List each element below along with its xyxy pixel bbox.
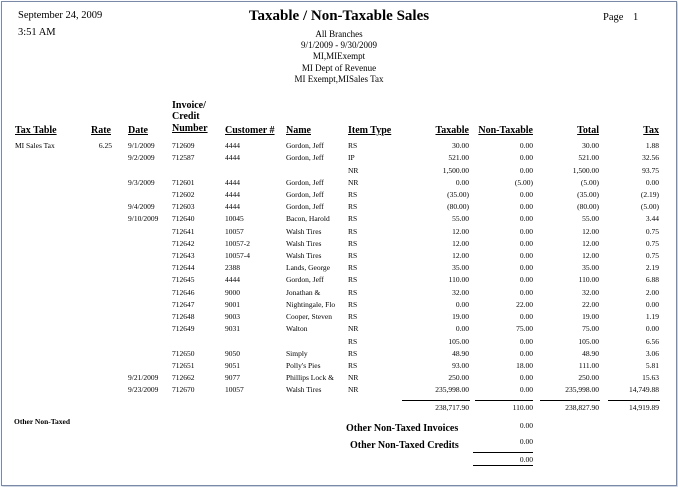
other-invoices-label: Other Non-Taxed Invoices (346, 423, 459, 434)
cell-customer: 9001 (225, 300, 240, 309)
cell-non-taxable: 0.00 (519, 153, 533, 162)
cell-non-taxable: 0.00 (519, 166, 533, 175)
cell-date: 9/1/2009 (128, 141, 155, 150)
cell-name: Bacon, Harold (286, 214, 330, 223)
cell-tax: 0.75 (645, 239, 659, 248)
cell-customer: 10057 (225, 385, 244, 394)
cell-total: 22.00 (582, 300, 599, 309)
cell-non-taxable: (5.00) (514, 178, 533, 187)
cell-item-type: RS (348, 361, 358, 370)
cell-total: 12.00 (582, 227, 599, 236)
cell-total: 55.00 (582, 214, 599, 223)
cell-item-type: NR (348, 324, 359, 333)
cell-total: 12.00 (582, 251, 599, 260)
cell-total: 35.00 (582, 263, 599, 272)
cell-name: Gordon, Jeff (286, 153, 324, 162)
page-number: 1 (633, 12, 639, 23)
col-tax-table: Tax Table (15, 125, 57, 136)
cell-name: Nightingale, Flo (286, 300, 336, 309)
report-date: September 24, 2009 (18, 10, 103, 21)
group-rate: 6.25 (98, 141, 112, 150)
cell-invoice: 712642 (172, 239, 195, 248)
cell-invoice: 712649 (172, 324, 195, 333)
group-tax-table: MI Sales Tax (15, 141, 55, 150)
cell-item-type: NR (348, 373, 359, 382)
cell-customer: 2388 (225, 263, 240, 272)
cell-name: Lands, George (286, 263, 331, 272)
cell-customer: 4444 (225, 190, 240, 199)
cell-total: 19.00 (582, 312, 599, 321)
cell-non-taxable: 0.00 (519, 349, 533, 358)
cell-item-type: RS (348, 214, 358, 223)
cell-taxable: 93.00 (452, 361, 469, 370)
col-rate: Rate (91, 125, 111, 136)
filter-line: All Branches (315, 29, 363, 39)
cell-item-type: RS (348, 337, 358, 346)
cell-invoice: 712651 (172, 361, 195, 370)
cell-invoice: 712662 (172, 373, 195, 382)
cell-non-taxable: 0.00 (519, 385, 533, 394)
col-invoice-line3: Number (172, 123, 208, 134)
col-name: Name (286, 125, 311, 136)
cell-taxable: 521.00 (448, 153, 469, 162)
cell-total: 111.00 (578, 361, 599, 370)
cell-invoice: 712641 (172, 227, 195, 236)
cell-item-type: RS (348, 239, 358, 248)
cell-date: 9/2/2009 (128, 153, 155, 162)
cell-tax: 14,749.88 (629, 385, 659, 394)
cell-item-type: IP (348, 153, 355, 162)
cell-invoice: 712603 (172, 202, 195, 211)
cell-name: Phillips Lock & (286, 373, 334, 382)
cell-taxable: 12.00 (452, 239, 469, 248)
cell-total: 1,500.00 (572, 166, 599, 175)
col-tax: Tax (643, 125, 659, 136)
cell-tax: 0.00 (645, 324, 659, 333)
cell-customer: 4444 (225, 178, 240, 187)
other-sum-rule (473, 465, 533, 466)
cell-tax: 6.56 (645, 337, 659, 346)
other-credits-value: 0.00 (519, 437, 533, 446)
filter-line: MI Exempt,MISales Tax (294, 74, 384, 84)
cell-name: Walton (286, 324, 308, 333)
cell-item-type: RS (348, 300, 358, 309)
cell-tax: 0.00 (645, 178, 659, 187)
cell-invoice: 712647 (172, 300, 195, 309)
cell-customer: 4444 (225, 202, 240, 211)
cell-name: Simply (286, 349, 308, 358)
cell-name: Gordon, Jeff (286, 202, 324, 211)
cell-customer: 9003 (225, 312, 240, 321)
total-rule (540, 400, 600, 401)
cell-name: Walsh Tires (286, 239, 322, 248)
cell-total: 75.00 (582, 324, 599, 333)
cell-item-type: NR (348, 178, 359, 187)
cell-taxable: 12.00 (452, 251, 469, 260)
cell-total: 235,998.00 (565, 385, 599, 394)
cell-non-taxable: 0.00 (519, 251, 533, 260)
cell-item-type: RS (348, 275, 358, 284)
cell-taxable: 0.00 (455, 300, 469, 309)
cell-invoice: 712643 (172, 251, 195, 260)
total-taxable: 238,717.90 (435, 403, 469, 412)
cell-tax: 2.19 (645, 263, 659, 272)
cell-taxable: 55.00 (452, 214, 469, 223)
cell-total: 12.00 (582, 239, 599, 248)
cell-name: Walsh Tires (286, 227, 322, 236)
cell-tax: 3.06 (645, 349, 659, 358)
cell-non-taxable: 0.00 (519, 275, 533, 284)
cell-tax: 32.56 (642, 153, 659, 162)
cell-item-type: RS (348, 251, 358, 260)
col-total: Total (577, 125, 599, 136)
cell-tax: 2.00 (645, 288, 659, 297)
other-credits-label: Other Non-Taxed Credits (350, 440, 459, 451)
cell-item-type: RS (348, 312, 358, 321)
filter-line: 9/1/2009 - 9/30/2009 (301, 40, 377, 50)
cell-taxable: 110.00 (448, 275, 469, 284)
col-date: Date (128, 125, 148, 136)
cell-tax: 6.88 (645, 275, 659, 284)
cell-item-type: RS (348, 190, 358, 199)
cell-non-taxable: 0.00 (519, 141, 533, 150)
cell-total: (5.00) (580, 178, 599, 187)
cell-tax: 3.44 (645, 214, 659, 223)
cell-name: Cooper, Steven (286, 312, 332, 321)
cell-taxable: 235,998.00 (435, 385, 469, 394)
cell-tax: 93.75 (642, 166, 659, 175)
cell-invoice: 712602 (172, 190, 195, 199)
total-rule (475, 400, 533, 401)
cell-non-taxable: 22.00 (516, 300, 533, 309)
cell-tax: 15.63 (642, 373, 659, 382)
cell-total: (80.00) (577, 202, 599, 211)
cell-item-type: RS (348, 141, 358, 150)
cell-total: (35.00) (577, 190, 599, 199)
cell-non-taxable: 75.00 (516, 324, 533, 333)
cell-date: 9/23/2009 (128, 385, 159, 394)
cell-taxable: 12.00 (452, 227, 469, 236)
cell-tax: 5.81 (645, 361, 659, 370)
cell-non-taxable: 0.00 (519, 227, 533, 236)
cell-customer: 10057 (225, 227, 244, 236)
total-rule (402, 400, 470, 401)
cell-name: Gordon, Jeff (286, 178, 324, 187)
cell-item-type: RS (348, 227, 358, 236)
total-non-taxable: 110.00 (512, 403, 533, 412)
report-time: 3:51 AM (18, 27, 56, 38)
cell-non-taxable: 0.00 (519, 214, 533, 223)
other-invoices-value: 0.00 (519, 421, 533, 430)
cell-item-type: NR (348, 385, 359, 394)
cell-taxable: (35.00) (447, 190, 469, 199)
cell-taxable: (80.00) (447, 202, 469, 211)
col-invoice-line1: Invoice/ (172, 100, 206, 111)
cell-invoice: 712601 (172, 178, 195, 187)
cell-invoice: 712645 (172, 275, 195, 284)
cell-taxable: 250.00 (448, 373, 469, 382)
cell-date: 9/4/2009 (128, 202, 155, 211)
cell-name: Gordon, Jeff (286, 190, 324, 199)
filter-line: MI,MIExempt (312, 51, 366, 61)
cell-non-taxable: 0.00 (519, 239, 533, 248)
cell-total: 250.00 (578, 373, 599, 382)
cell-total: 110.00 (578, 275, 599, 284)
cell-non-taxable: 0.00 (519, 190, 533, 199)
cell-taxable: 0.00 (455, 324, 469, 333)
cell-invoice: 712640 (172, 214, 195, 223)
cell-customer: 4444 (225, 141, 240, 150)
cell-item-type: RS (348, 263, 358, 272)
cell-customer: 9077 (225, 373, 240, 382)
cell-taxable: 32.00 (452, 288, 469, 297)
cell-customer: 10045 (225, 214, 244, 223)
cell-non-taxable: 0.00 (519, 288, 533, 297)
cell-customer: 9031 (225, 324, 240, 333)
cell-invoice: 712650 (172, 349, 195, 358)
cell-tax: 1.19 (645, 312, 659, 321)
cell-taxable: 35.00 (452, 263, 469, 272)
cell-tax: (5.00) (640, 202, 659, 211)
cell-taxable: 0.00 (455, 178, 469, 187)
cell-tax: 0.75 (645, 251, 659, 260)
cell-taxable: 48.90 (452, 349, 469, 358)
cell-non-taxable: 0.00 (519, 202, 533, 211)
cell-item-type: RS (348, 202, 358, 211)
cell-date: 9/3/2009 (128, 178, 155, 187)
other-sum-rule (473, 452, 533, 453)
cell-customer: 10057-2 (225, 239, 250, 248)
col-invoice-line2: Credit (172, 111, 200, 122)
total-tax: 14,919.89 (629, 403, 659, 412)
page-label: Page (603, 12, 624, 23)
filter-line: MI Dept of Revenue (301, 63, 377, 73)
cell-customer: 4444 (225, 275, 240, 284)
other-sum-value: 0.00 (519, 455, 533, 464)
cell-non-taxable: 0.00 (519, 312, 533, 321)
cell-invoice: 712648 (172, 312, 195, 321)
cell-tax: (2.19) (640, 190, 659, 199)
cell-invoice: 712609 (172, 141, 195, 150)
report-title: Taxable / Non-Taxable Sales (248, 8, 430, 24)
cell-tax: 0.00 (645, 300, 659, 309)
col-taxable: Taxable (435, 125, 469, 136)
col-item-type: Item Type (348, 125, 392, 136)
col-customer: Customer # (225, 125, 275, 136)
cell-customer: 9051 (225, 361, 240, 370)
cell-invoice: 712670 (172, 385, 195, 394)
cell-invoice: 712646 (172, 288, 195, 297)
col-non-taxable: Non-Taxable (478, 125, 533, 136)
cell-name: Walsh Tires (286, 385, 322, 394)
cell-non-taxable: 18.00 (516, 361, 533, 370)
cell-date: 9/10/2009 (128, 214, 159, 223)
cell-total: 30.00 (582, 141, 599, 150)
cell-tax: 1.88 (645, 141, 659, 150)
cell-taxable: 1,500.00 (442, 166, 469, 175)
total-total: 238,827.90 (565, 403, 599, 412)
cell-customer: 9050 (225, 349, 240, 358)
cell-item-type: RS (348, 349, 358, 358)
cell-non-taxable: 0.00 (519, 373, 533, 382)
cell-invoice: 712644 (172, 263, 195, 272)
cell-total: 105.00 (578, 337, 599, 346)
cell-non-taxable: 0.00 (519, 263, 533, 272)
cell-total: 32.00 (582, 288, 599, 297)
cell-taxable: 105.00 (448, 337, 469, 346)
cell-date: 9/21/2009 (128, 373, 159, 382)
cell-total: 48.90 (582, 349, 599, 358)
cell-invoice: 712587 (172, 153, 195, 162)
cell-customer: 10057-4 (225, 251, 250, 260)
cell-item-type: RS (348, 288, 358, 297)
cell-item-type: NR (348, 166, 359, 175)
cell-name: Walsh Tires (286, 251, 322, 260)
cell-taxable: 19.00 (452, 312, 469, 321)
cell-name: Gordon, Jeff (286, 141, 324, 150)
cell-name: Gordon, Jeff (286, 275, 324, 284)
cell-non-taxable: 0.00 (519, 337, 533, 346)
cell-name: Polly's Pies (286, 361, 321, 370)
cell-customer: 9000 (225, 288, 240, 297)
total-rule (608, 400, 660, 401)
cell-customer: 4444 (225, 153, 240, 162)
cell-taxable: 30.00 (452, 141, 469, 150)
cell-tax: 0.75 (645, 227, 659, 236)
cell-name: Jonathan & (286, 288, 321, 297)
cell-total: 521.00 (578, 153, 599, 162)
other-non-taxed-label: Other Non-Taxed (14, 417, 71, 426)
